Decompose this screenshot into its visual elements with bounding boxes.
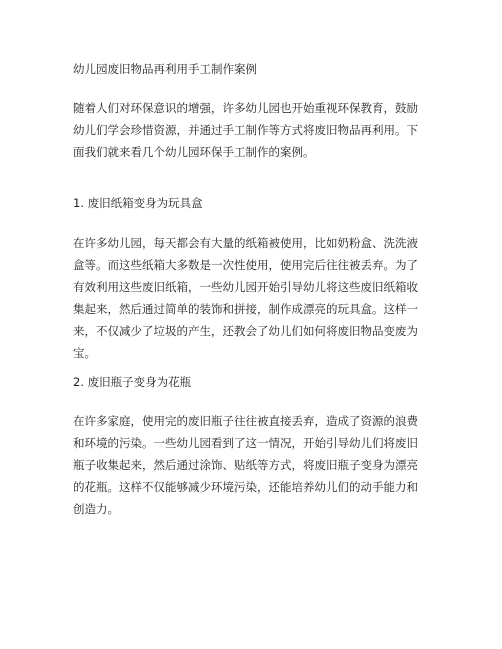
intro-line: 随着人们对环保意识的增强，许多幼儿园也开始重视环保教育，鼓励: [73, 101, 418, 115]
paragraph-line: 盒等。而这些纸箱大多数是一次性使用，使用完后往往被丢弃。为了: [73, 258, 418, 272]
intro-line: 面我们就来看几个幼儿园环保手工制作的案例。: [73, 145, 315, 159]
paragraph-line: 宝。: [73, 346, 96, 360]
section-paragraph-2: [73, 410, 433, 520]
paragraph-line: 在许多幼儿园，每天都会有大量的纸箱被使用，比如奶粉盒、洗洗液: [73, 236, 418, 250]
paragraph-line: 来，不仅减少了垃圾的产生，还教会了幼儿们如何将废旧物品变废为: [73, 324, 418, 338]
intro-paragraph: [73, 97, 433, 163]
paragraph-line: 集起来，然后通过简单的装饰和拼接，制作成漂亮的玩具盒。这样一: [73, 302, 418, 316]
paragraph-line: 在许多家庭，使用完的废旧瓶子往往被直接丢弃，造成了资源的浪费: [73, 414, 418, 428]
paragraph-line: 和环境的污染。一些幼儿园看到了这一情况，开始引导幼儿们将废旧: [73, 436, 418, 450]
intro-line: 幼儿们学会珍惜资源，并通过手工制作等方式将废旧物品再利用。下: [73, 123, 418, 137]
section-heading-1: 1. 废旧纸箱变身为玩具盒: [73, 196, 203, 210]
document-title: 幼儿园废旧物品再利用手工制作案例: [73, 62, 257, 76]
paragraph-line: 创造力。: [73, 502, 119, 516]
paragraph-line: 的花瓶。这样不仅能够减少环境污染，还能培养幼儿们的动手能力和: [73, 480, 418, 494]
section-heading-2: 2. 废旧瓶子变身为花瓶: [73, 375, 192, 389]
paragraph-line: 有效利用这些废旧纸箱，一些幼儿园开始引导幼儿将这些废旧纸箱收: [73, 280, 418, 294]
section-paragraph-1: [73, 232, 433, 364]
paragraph-line: 瓶子收集起来，然后通过涂饰、贴纸等方式，将废旧瓶子变身为漂亮: [73, 458, 418, 472]
